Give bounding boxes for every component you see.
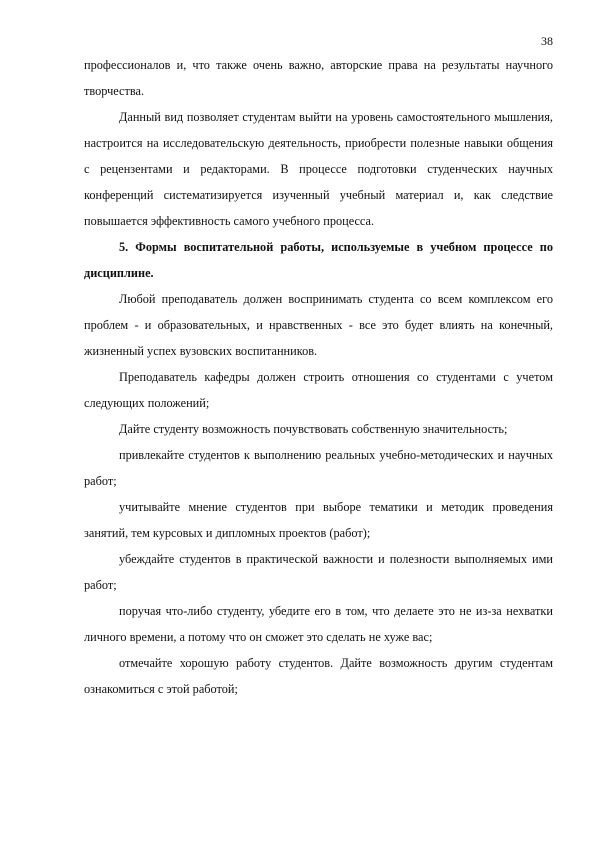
section-heading: 5. Формы воспитательной работы, используемые в учебном процессе по дисциплине. [84,240,553,280]
list-item-significance: Дайте студенту возможность почувствовать собственную значительность; [119,422,508,436]
document-body [84,52,553,702]
list-item-student-opinion: учитывайте мнение студентов при выборе тематики и методик проведения занятий, тем курсовых и дипломных проектов (работ); [84,500,553,540]
paragraph-independent-thinking: Данный вид позволяет студентам выйти на уровень самостоятельного мышления, настроится на исследовательскую деятельность, приобрести полезные навыки общения с рецензентами и редакторами. В процессе подготовки студенческих научных конференций систематизируется изученный учебный материал и, как следствие повышается эффективность самого учебного процесса. [84,110,553,228]
paragraph-student-approach: Любой преподаватель должен воспринимать студента со всем комплексом его проблем - и образовательных, и нравственных - все это будет влиять на конечный, жизненный успех вузовских воспитанников. [84,292,553,358]
page-number: 38 [541,34,553,48]
paragraph-teacher-relations: Преподаватель кафедры должен строить отношения со студентами с учетом следующих положений; [84,370,553,410]
list-item-recognition: отмечайте хорошую работу студентов. Дайте возможность другим студентам ознакомиться с этой работой; [84,656,553,696]
list-item-practical-importance: убеждайте студентов в практической важности и полезности выполняемых ими работ; [84,552,553,592]
paragraph-continuation: профессионалов и, что также очень важно, авторские права на результаты научного творчества. [84,58,553,98]
list-item-delegation: поручая что-либо студенту, убедите его в том, что делаете это не из-за нехватки личного времени, а потому что он сможет это сделать не хуже вас; [84,604,553,644]
list-item-real-work: привлекайте студентов к выполнению реальных учебно-методических и научных работ; [84,448,553,488]
